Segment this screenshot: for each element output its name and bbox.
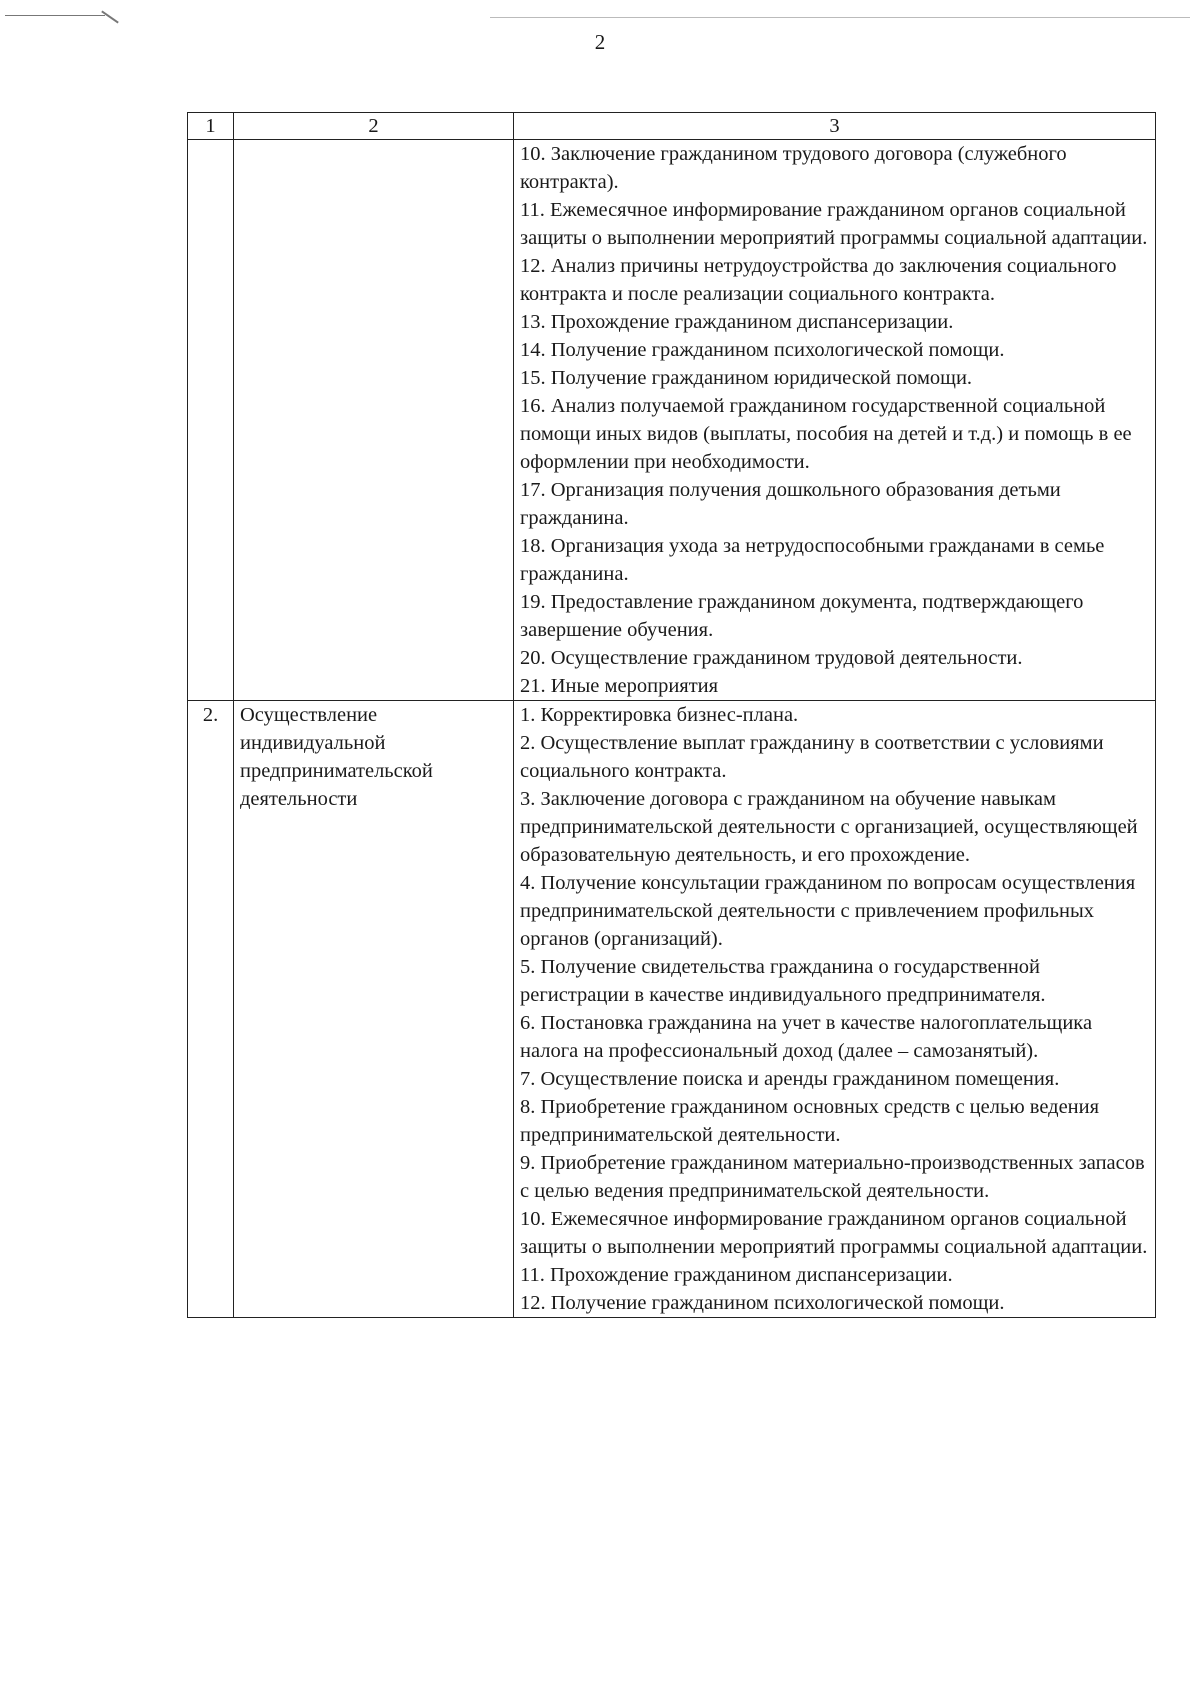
scan-artifact-line <box>490 17 1190 18</box>
list-item: 3. Заключение договора с гражданином на обучение навыкам предпринимательской деятельности с организацией, осуществляющей образовательную деятельность, и его прохождение. <box>520 788 1138 866</box>
list-item: 11. Прохождение гражданином диспансеризации. <box>520 1264 953 1286</box>
list-item: 19. Предоставление гражданином документа, подтверждающего завершение обучения. <box>520 591 1084 641</box>
list-item: 18. Организация ухода за нетрудоспособными гражданами в семье гражданина. <box>520 535 1105 585</box>
list-item: 1. Корректировка бизнес-плана. <box>520 704 799 726</box>
row-number: 2. <box>188 701 234 1318</box>
list-item: 5. Получение свидетельства гражданина о государственной регистрации в качестве индивидуального предпринимателя. <box>520 956 1046 1006</box>
list-item: 8. Приобретение гражданином основных средств с целью ведения предпринимательской деятельности. <box>520 1096 1100 1146</box>
list-item: 4. Получение консультации гражданином по вопросам осуществления предпринимательской деятельности с привлечением профильных органов (организаций). <box>520 872 1136 950</box>
header-cell-1: 1 <box>188 113 234 140</box>
list-item: 9. Приобретение гражданином материально-производственных запасов с целью ведения предпринимательской деятельности. <box>520 1152 1145 1202</box>
table-row <box>188 701 1156 1318</box>
list-item: 14. Получение гражданином психологической помощи. <box>520 339 1005 361</box>
header-cell-3: 3 <box>514 113 1156 140</box>
list-item: 17. Организация получения дошкольного образования детьми гражданина. <box>520 479 1061 529</box>
row-name: Осуществление индивидуальной предпринимательской деятельности <box>234 701 514 1318</box>
scan-artifact-line <box>5 15 105 16</box>
list-item: 20. Осуществление гражданином трудовой деятельности. <box>520 647 1023 669</box>
list-item: 6. Постановка гражданина на учет в качестве налогоплательщика налога на профессиональный доход (далее – самозанятый). <box>520 1012 1093 1062</box>
row-items <box>514 140 1156 701</box>
list-item: 10. Ежемесячное информирование гражданином органов социальной защиты о выполнении мероприятий программы социальной адаптации. <box>520 1208 1148 1258</box>
list-item: 15. Получение гражданином юридической помощи. <box>520 367 973 389</box>
document-table <box>187 112 1156 1318</box>
list-item: 10. Заключение гражданином трудового договора (служебного контракта). <box>520 143 1067 193</box>
list-item: 2. Осуществление выплат гражданину в соответствии с условиями социального контракта. <box>520 732 1104 782</box>
row-name <box>234 140 514 701</box>
list-item: 16. Анализ получаемой гражданином государственной социальной помощи иных видов (выплаты, пособия на детей и т.д.) и помощь в ее оформлении при необходимости. <box>520 395 1132 473</box>
table-header-row <box>188 113 1156 140</box>
list-item: 12. Получение гражданином психологической помощи. <box>520 1292 1005 1314</box>
table-row <box>188 140 1156 701</box>
page-number: 2 <box>594 30 606 54</box>
list-item: 7. Осуществление поиска и аренды гражданином помещения. <box>520 1068 1060 1090</box>
row-number <box>188 140 234 701</box>
scan-artifact-line <box>101 10 119 23</box>
list-item: 12. Анализ причины нетрудоустройства до заключения социального контракта и после реализации социального контракта. <box>520 255 1117 305</box>
row-items <box>514 701 1156 1318</box>
header-cell-2: 2 <box>234 113 514 140</box>
list-item: 13. Прохождение гражданином диспансеризации. <box>520 311 954 333</box>
list-item: 11. Ежемесячное информирование гражданином органов социальной защиты о выполнении мероприятий программы социальной адаптации. <box>520 199 1148 249</box>
list-item: 21. Иные мероприятия <box>520 675 719 697</box>
